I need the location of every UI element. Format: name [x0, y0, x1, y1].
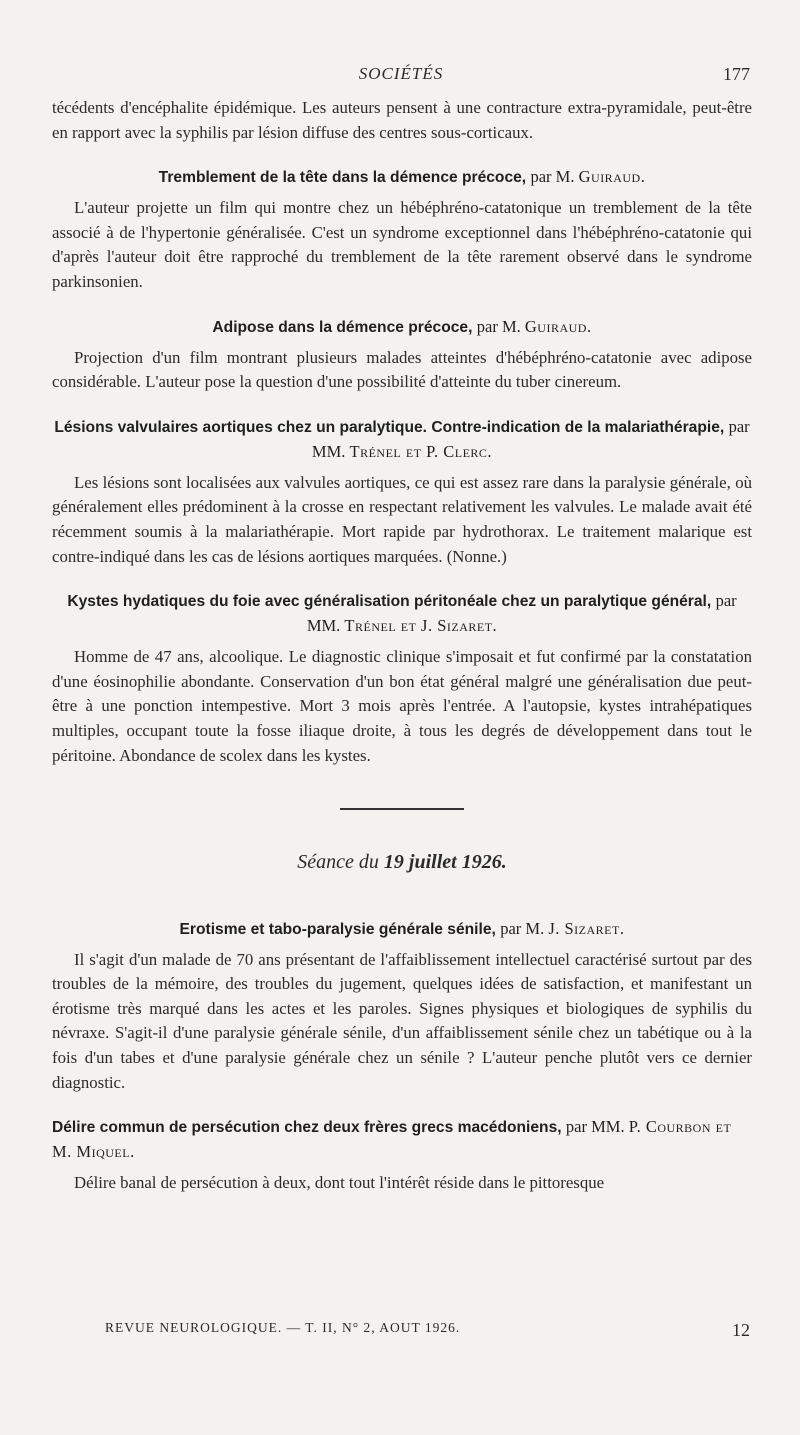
article-title: [52, 589, 752, 639]
article-byline: par M. J. Sizaret.: [500, 918, 625, 938]
text-column: [52, 96, 752, 1196]
article-byline: par MM. P. Courbon et M. Miquel.: [52, 1117, 732, 1162]
running-head-title: SOCIÉTÉS: [358, 64, 444, 83]
article-body: Délire banal de persécution à deux, dont tout l'intérêt réside dans le pittoresque: [74, 1173, 605, 1193]
running-head: [52, 64, 750, 90]
article-byline: par MM. Trénel et J. Sizaret.: [306, 591, 737, 636]
seance-date: 19 juillet 1926.: [383, 851, 507, 874]
article-body: Projection d'un film montrant plusieurs malades atteintes d'hébéphréno-catatonie avec adipose considérable. L'auteur pose la question d'une possibilité d'atteinte du tuber cinereum.: [52, 347, 752, 392]
article-authors: Trénel et P. Clerc.: [349, 441, 493, 461]
continued-paragraph: técédents d'encéphalite épidémique. Les auteurs pensent à une contracture extra-pyramidale, peut-être en rapport avec la syphilis par lésion diffuse des centres sous-corticaux.: [52, 98, 752, 142]
seance-prefix: Séance du: [297, 851, 379, 874]
article-title-text: Erotisme et tabo-paralysie générale sénile,: [179, 920, 496, 938]
article-title: [52, 1115, 752, 1165]
seance-heading: [52, 850, 752, 875]
article-body: Homme de 47 ans, alcoolique. Le diagnostic clinique s'imposait et fut confirmé par la constatation d'une éosinophilie abondante. Conservation d'un bon état général malgré une généralisation due peut-être à une ponction intempestive. Mort 3 mois après l'entrée. A l'autopsie, kystes intrahépatiques multiples, occupant toute la fosse iliaque droite, à tous les degrés de développement dans tout le péritoine. Abondance de scolex dans les kystes.: [52, 647, 752, 765]
page-footer: [105, 1320, 750, 1344]
article-title: [52, 165, 752, 190]
article-authors: Guiraud.: [524, 316, 592, 336]
article-body: Les lésions sont localisées aux valvules aortiques, ce qui est assez rare dans la paralysie générale, où généralement elles prédominent à la crosse en respectant relativement les valvules. Le malade avait été récemment soumis à la malariathérapie. Mort rapide par hydrothorax. Le traitement malarique est contre-indiqué dans les cas de lésions aortiques marquées. (Nonne.): [52, 472, 752, 566]
article-body: Il s'agit d'un malade de 70 ans présentant de l'affaiblissement intellectuel caractérisé surtout par des troubles de la mémoire, des troubles du jugement, quelques idées de satisfaction, et manifestant un érotisme très marqué dans les actes et les paroles. Signes physiques et biologiques de syphilis du névraxe. S'agit-il d'une paralysie générale sénile, d'un affaiblissement sénile chez un tabétique ou à la fois d'un tabes et d'une paralysie générale chez un sénile ? L'auteur penche plutôt vers ce dernier diagnostic.: [52, 949, 752, 1092]
article-body: L'auteur projette un film qui montre chez un hébéphréno-catatonique un tremblement de la tête associé à de l'hypertonie généralisée. C'est un syndrome exceptionnel dans l'hébéphréno-catatonie qui d'après l'auteur doit être rapproché du tremblement de la tête rarement observé dans le syndrome parkinsonien.: [52, 198, 752, 291]
page-number: 177: [723, 64, 750, 84]
section-divider: [340, 808, 464, 810]
article-title: [52, 415, 752, 465]
article-byline: par M. Guiraud.: [530, 167, 646, 187]
article-authors: P. Courbon et M. Miquel.: [52, 1117, 732, 1162]
article-authors: J. Sizaret.: [548, 918, 625, 938]
article-byline: par M. Guiraud.: [476, 316, 592, 336]
article-title-text: Lésions valvulaires aortiques chez un paralytique. Contre-indication de la malariathérapie,: [54, 418, 725, 436]
article-title: [52, 315, 752, 340]
article-authors: Guiraud.: [578, 167, 646, 187]
article-title-text: Kystes hydatiques du foie avec généralisation péritonéale chez un paralytique général,: [67, 593, 712, 611]
article-title-text: Délire commun de persécution chez deux frères grecs macédoniens,: [52, 1119, 562, 1137]
signature-mark: 12: [732, 1320, 750, 1340]
article-title-text: Adipose dans la démence précoce,: [212, 318, 473, 336]
journal-citation: REVUE NEUROLOGIQUE. — T. II, N° 2, AOUT 1926.: [105, 1320, 461, 1335]
article-byline: par MM. Trénel et P. Clerc.: [311, 416, 750, 461]
article-title-text: Tremblement de la tête dans la démence précoce,: [158, 169, 527, 187]
article-authors: Trénel et J. Sizaret.: [344, 616, 498, 636]
article-title: [52, 917, 752, 942]
